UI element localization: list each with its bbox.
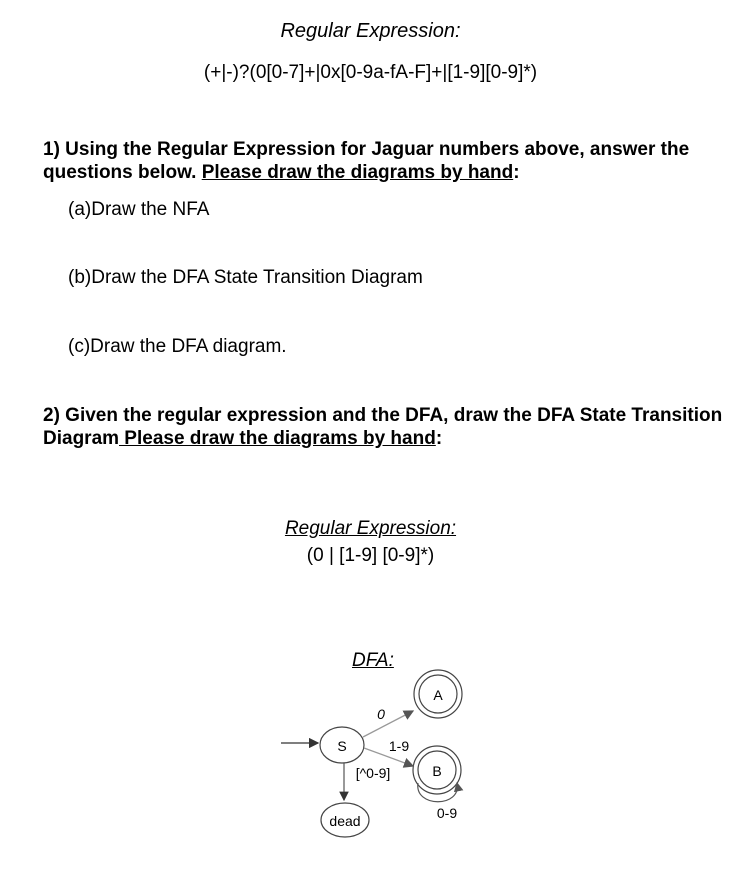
s-to-b-label: 1-9 [388,738,410,754]
question-2-text: 2) Given the regular expression and the DFA, draw the DFA State Transition Diagram [43,405,723,449]
dfa-label: DFA: [352,650,394,671]
question-2-emphasis: Please draw the diagrams by hand [119,428,436,449]
regex-expression: (+|-)?(0[0-7]+|0x[0-9a-fA-F]+|[1-9][0-9]*) [203,62,538,83]
s-to-dead-label: [^0-9] [355,765,391,781]
s-to-a-arrow [363,711,413,737]
state-a-label: A [433,687,443,703]
regex-title: Regular Expression: [280,20,461,42]
question-2-suffix: : [435,428,443,449]
question-1-emphasis: Please draw the diagrams by hand [201,162,514,183]
question-1-text: 1) Using the Regular Expression for Jaguar numbers above, answer the questions below. [43,139,690,183]
question-1b: (b)Draw the DFA State Transition Diagram [68,267,423,288]
question-1-suffix: : [513,162,520,183]
state-s-label: S [337,738,347,754]
state-b-label: B [432,763,442,779]
b-loop-label: 0-9 [436,805,458,821]
question-1a: (a)Draw the NFA [68,199,210,220]
s-to-a-label: 0 [377,706,385,722]
state-dead-label: dead [329,813,361,829]
regex-2-expression: (0 | [1-9] [0-9]*) [306,545,435,566]
regex-2-title: Regular Expression: [284,518,457,539]
question-1c: (c)Draw the DFA diagram. [68,336,287,357]
